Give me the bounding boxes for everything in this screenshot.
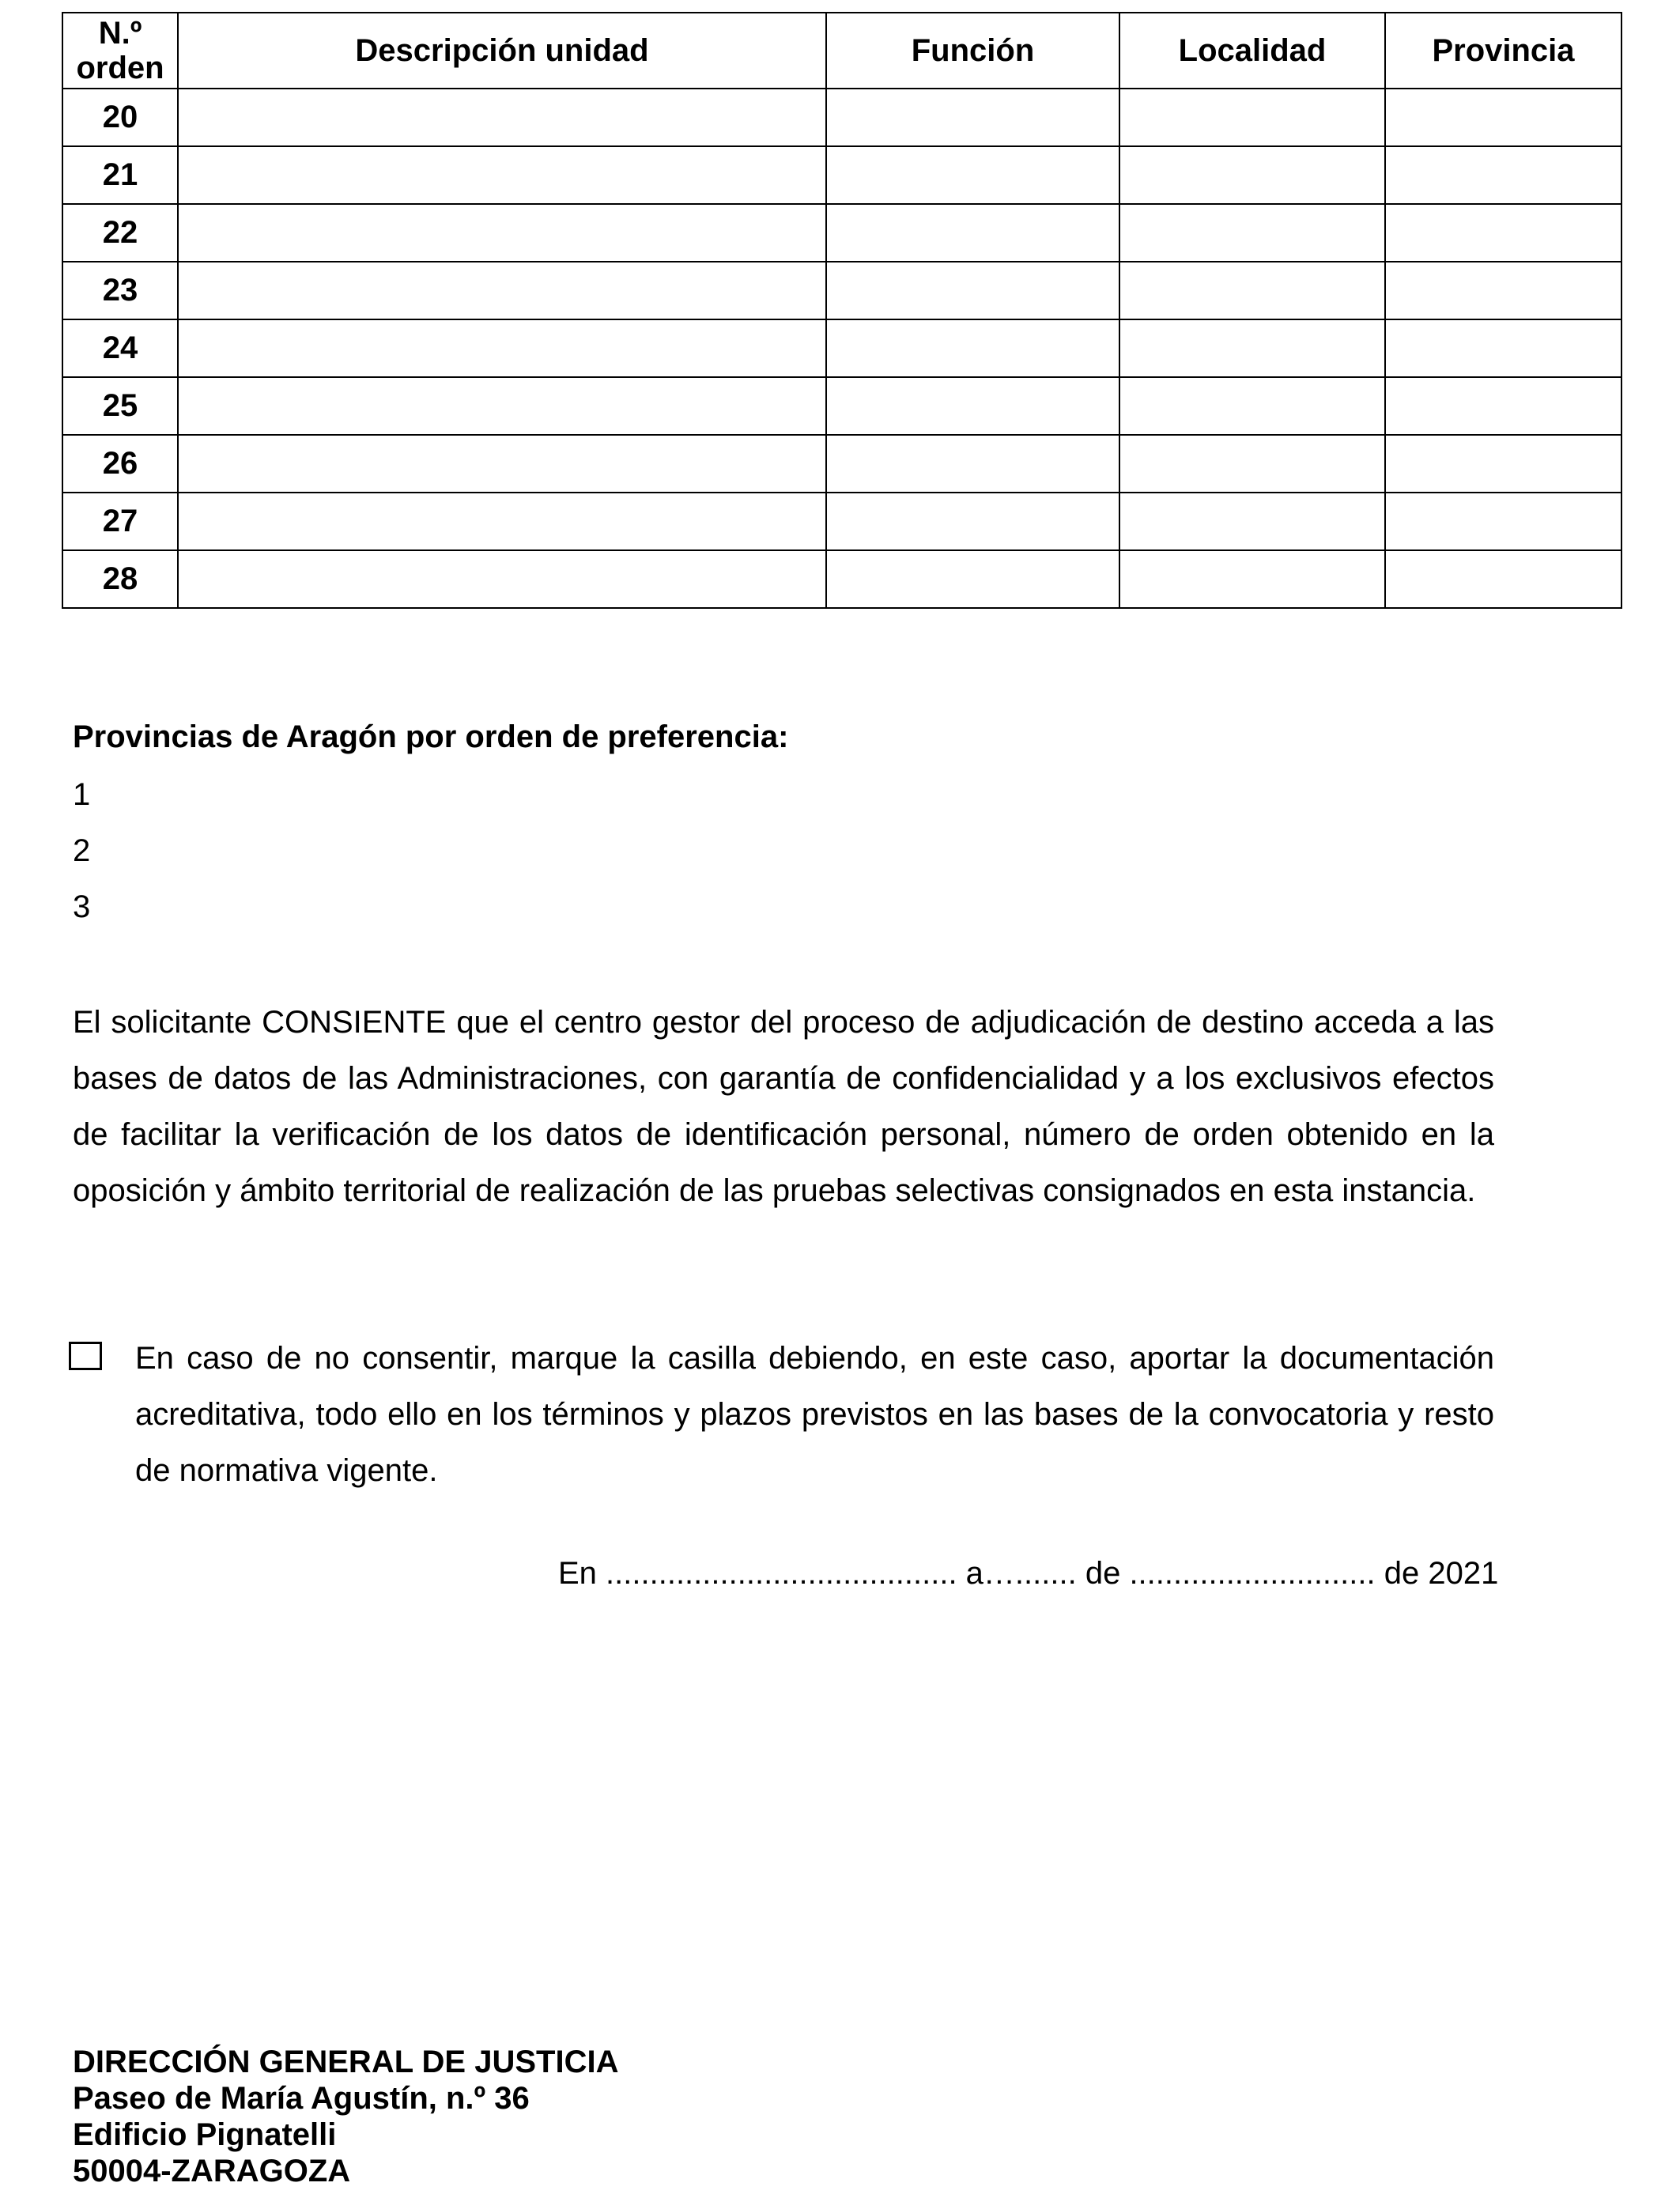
row-locality-cell[interactable] [1119,204,1385,262]
destination-units-table [62,12,1622,609]
footer-street: Paseo de María Agustín, n.º 36 [73,2081,530,2116]
row-description-cell[interactable] [178,146,826,204]
footer-postal-city: 50004-ZARAGOZA [73,2154,351,2188]
footer-department: DIRECCIÓN GENERAL DE JUSTICIA [73,2045,619,2079]
province-preference-list [73,775,90,943]
preference-item-3[interactable]: 3 [73,889,91,924]
no-consent-checkbox[interactable] [69,1342,102,1370]
row-function-cell[interactable] [826,377,1119,435]
row-order-number: 23 [62,262,178,319]
row-order-number: 21 [62,146,178,204]
table-row [62,377,1621,435]
row-function-cell[interactable] [826,262,1119,319]
row-locality-cell[interactable] [1119,493,1385,550]
row-province-cell[interactable] [1385,146,1621,204]
no-consent-text: En caso de no consentir, marque la casilla debiendo, en este caso, aportar la documentación acreditativa, todo ello en los términos y plazos previstos en las bases de la convocatoria y resto de normativa vigente. [135,1341,1494,1488]
row-order-number: 27 [62,493,178,550]
row-order-number: 22 [62,204,178,262]
place-date-line[interactable]: En ........................................ a…....... de ............................ de 2021 [558,1556,1499,1591]
province-preference-heading: Provincias de Aragón por orden de preferencia: [73,719,789,754]
row-province-cell[interactable] [1385,89,1621,146]
row-description-cell[interactable] [178,493,826,550]
row-description-cell[interactable] [178,262,826,319]
footer-address [73,2044,618,2189]
row-province-cell[interactable] [1385,377,1621,435]
row-locality-cell[interactable] [1119,319,1385,377]
row-function-cell[interactable] [826,435,1119,493]
row-function-cell[interactable] [826,550,1119,608]
table-row [62,435,1621,493]
row-locality-cell[interactable] [1119,377,1385,435]
header-order-number: N.º orden [62,13,178,89]
header-province: Provincia [1385,13,1621,89]
preference-item-1[interactable]: 1 [73,777,91,812]
consent-paragraph: El solicitante CONSIENTE que el centro gestor del proceso de adjudicación de destino acceda a las bases de datos de las Administraciones, con garantía de confidencialidad y a los exclusivos efectos de facilitar la verificación de los datos de identificación personal, número de orden obtenido en la oposición y ámbito territorial de realización de las pruebas selectivas consignados en esta instancia. [73,1005,1494,1208]
row-function-cell[interactable] [826,89,1119,146]
row-province-cell[interactable] [1385,262,1621,319]
row-order-number: 25 [62,377,178,435]
row-locality-cell[interactable] [1119,262,1385,319]
table-row [62,493,1621,550]
footer-building: Edificio Pignatelli [73,2117,337,2152]
row-province-cell[interactable] [1385,204,1621,262]
row-description-cell[interactable] [178,89,826,146]
header-function: Función [826,13,1119,89]
row-province-cell[interactable] [1385,493,1621,550]
row-function-cell[interactable] [826,319,1119,377]
table-row [62,319,1621,377]
row-description-cell[interactable] [178,550,826,608]
row-locality-cell[interactable] [1119,550,1385,608]
row-order-number: 28 [62,550,178,608]
row-province-cell[interactable] [1385,435,1621,493]
table-header-row [62,13,1621,89]
preference-item-2[interactable]: 2 [73,833,91,868]
row-description-cell[interactable] [178,204,826,262]
row-locality-cell[interactable] [1119,89,1385,146]
header-unit-description: Descripción unidad [178,13,826,89]
row-description-cell[interactable] [178,435,826,493]
row-description-cell[interactable] [178,319,826,377]
table-row [62,146,1621,204]
table-row [62,262,1621,319]
row-function-cell[interactable] [826,204,1119,262]
row-description-cell[interactable] [178,377,826,435]
table-row [62,550,1621,608]
row-order-number: 20 [62,89,178,146]
row-function-cell[interactable] [826,146,1119,204]
row-locality-cell[interactable] [1119,435,1385,493]
row-order-number: 24 [62,319,178,377]
row-locality-cell[interactable] [1119,146,1385,204]
row-province-cell[interactable] [1385,550,1621,608]
table-row [62,89,1621,146]
row-order-number: 26 [62,435,178,493]
row-function-cell[interactable] [826,493,1119,550]
row-province-cell[interactable] [1385,319,1621,377]
header-locality: Localidad [1119,13,1385,89]
table-row [62,204,1621,262]
